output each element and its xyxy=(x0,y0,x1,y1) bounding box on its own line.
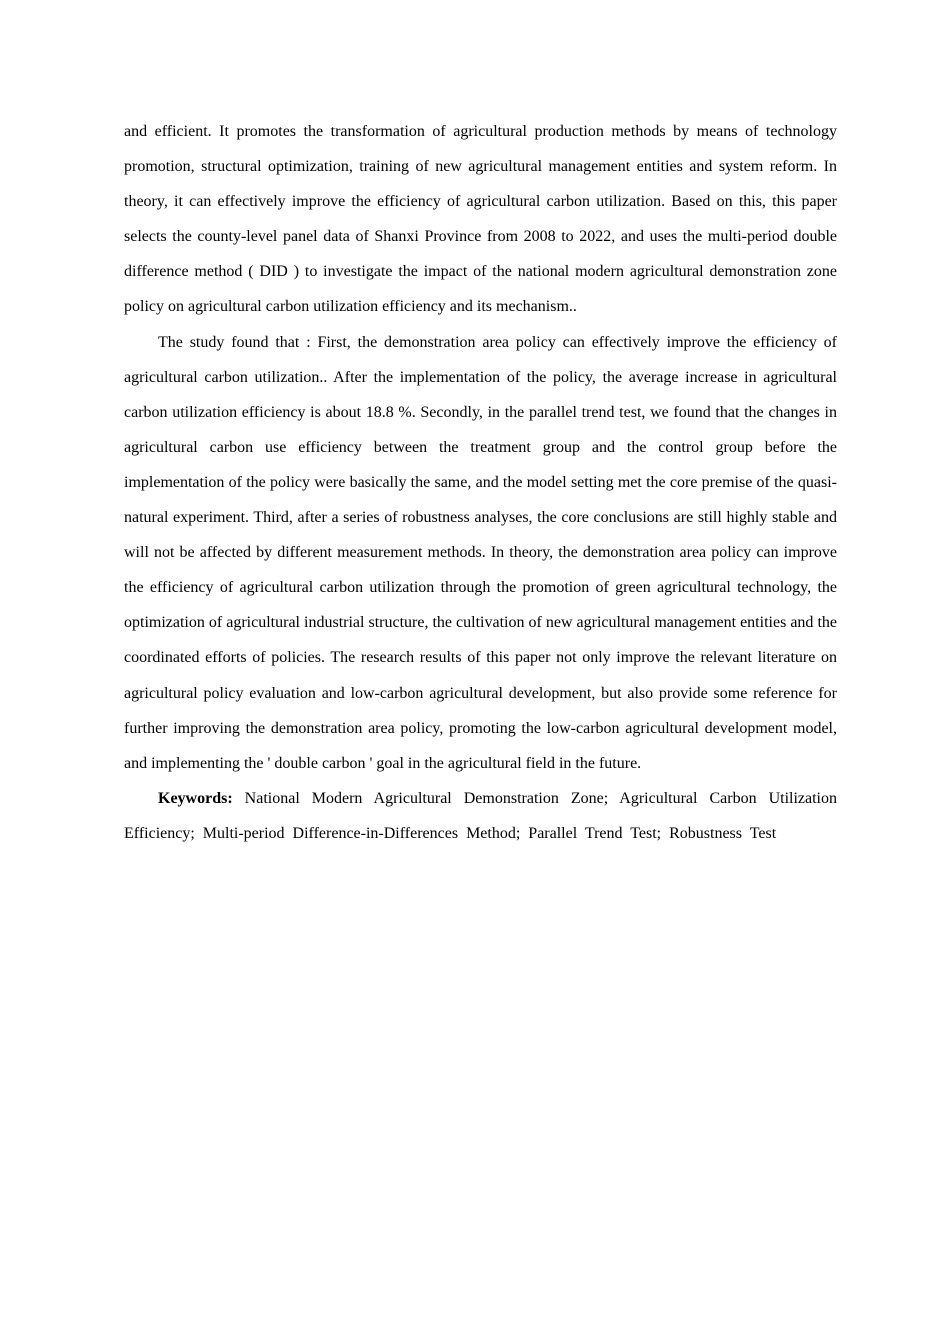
keywords-list: National Modern Agricultural Demonstration Zone; Agricultural Carbon Utilization Efficiency; Multi-period Difference-in-Differences Method; Parallel Trend Test; Robustness Test xyxy=(124,789,838,842)
abstract-page xyxy=(124,114,837,851)
abstract-continuation-paragraph: and efficient. It promotes the transformation of agricultural production methods by means of technology promotion, structural optimization, training of new agricultural management entities and system reform. In theory, it can effectively improve the efficiency of agricultural carbon utilization. Based on this, this paper selects the county-level panel data of Shanxi Province from 2008 to 2022, and uses the multi-period double difference method ( DID ) to investigate the impact of the national modern agricultural demonstration zone policy on agricultural carbon utilization efficiency and its mechanism.. xyxy=(124,123,837,316)
findings-paragraph: The study found that : First, the demonstration area policy can effectively improve the efficiency of agricultural carbon utilization.. After the implementation of the policy, the average increase in agricultural carbon utilization efficiency is about 18.8 %. Secondly, in the parallel trend test, we found that the changes in agricultural carbon use efficiency between the treatment group and the control group before the implementation of the policy were basically the same, and the model setting met the core premise of the quasi-natural experiment. Third, after a series of robustness analyses, the core conclusions are still highly stable and will not be affected by different measurement methods. In theory, the demonstration area policy can improve the efficiency of agricultural carbon utilization through the promotion of green agricultural technology, the optimization of agricultural industrial structure, the cultivation of new agricultural management entities and the coordinated efforts of policies. The research results of this paper not only improve the relevant literature on agricultural policy evaluation and low-carbon agricultural development, but also provide some reference for further improving the demonstration area policy, promoting the low-carbon agricultural development model, and implementing the ' double carbon ' goal in the agricultural field in the future. xyxy=(124,333,837,772)
keywords-paragraph xyxy=(124,781,837,851)
keywords-label: Keywords: xyxy=(158,789,233,807)
